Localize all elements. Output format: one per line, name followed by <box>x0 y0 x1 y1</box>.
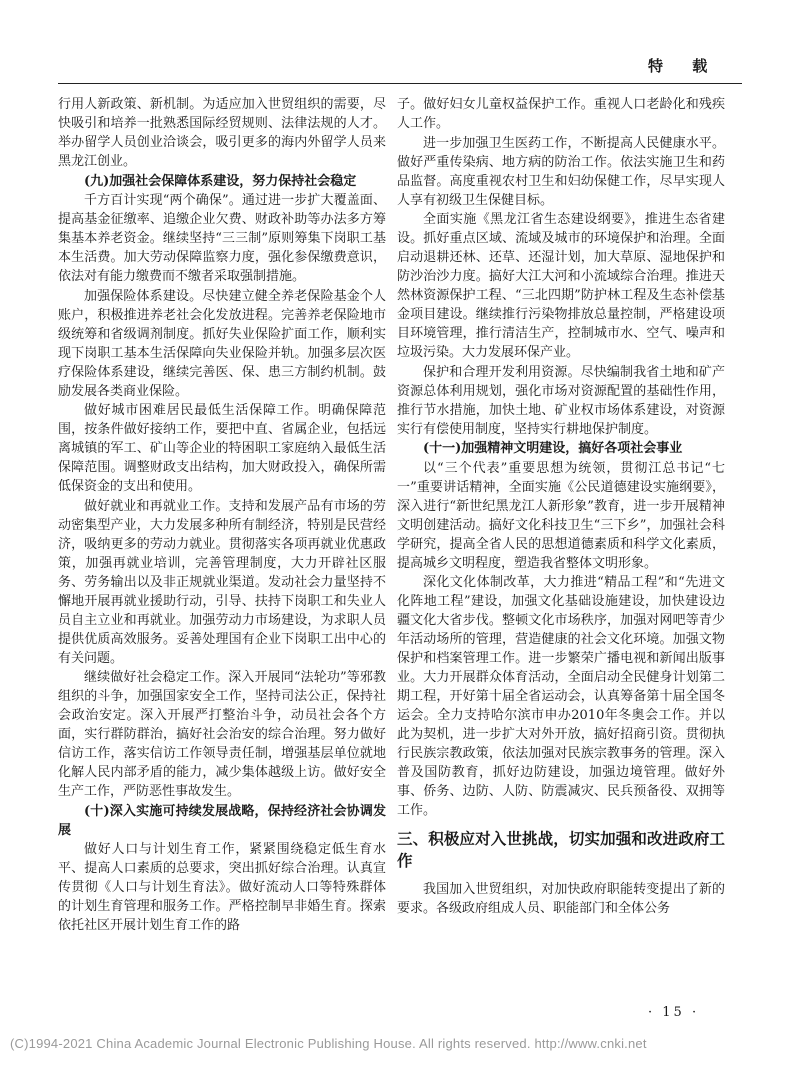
paragraph: 加强保险体系建设。尽快建立健全养老保险基金个人账户，积极推进养老社会化发放进程。完善养老保险地市级统筹和省级调剂制度。抓好失业保险扩面工作，顺利实现下岗职工基本生活保障向失业保险并轨。加强多层次医疗保险体系建设，继续完善医、保、患三方制约机制。鼓励发展各类商业保险。 <box>58 288 386 399</box>
subsection-heading: (九)加强社会保障体系建设，努力保持社会稳定 <box>84 173 357 189</box>
paragraph: 千方百计实现“两个确保”。通过进一步扩大覆盖面、提高基金征缴率、追缴企业欠费、财政补助等办法多方筹集基本养老资金。继续坚持“三三制”原则筹集下岗职工基本生活费。加大劳动保障监察力度，强化参保缴费意识，依法对有能力缴费而不缴者采取强制措施。 <box>58 193 386 284</box>
paragraph: 继续做好社会稳定工作。深入开展同“法轮功”等邪教组织的斗争，加强国家安全工作，坚持司法公正，保持社会政治安定。深入开展严打整治斗争，动员社会各个方面，实行群防群治，搞好社会治安的综合治理。努力做好信访工作，落实信访工作领导责任制，增强基层单位就地化解人民内部矛盾的能力，减少集体越级上访。做好安全生产工作，严防恶性事故发生。 <box>58 670 386 799</box>
paragraph: 深化文化体制改革，大力推进“精品工程”和“先进文化阵地工程”建设，加强文化基础设施建设，加快建设边疆文化大省步伐。整顿文化市场秩序，加强对网吧等青少年活动场所的管理，营造健康的社会文化环境。加强文物保护和档案管理工作。进一步繁荣广播电视和新闻出版事业。大力开展群众体育活动，全面启动全民健身计划第二期工程，开好第十届全省运动会，认真筹备第十届全国冬运会。全力支持哈尔滨市申办2010年冬奥会工作。并以此为契机，进一步扩大对外开放，搞好招商引资。贯彻执行民族宗教政策，依法加强对民族宗教事务的管理。深入普及国防教育，抓好边防建设，加强边境管理。做好外事、侨务、边防、人防、防震减灾、民兵预备役、双拥等工作。 <box>397 575 725 818</box>
page-number: · 15 · <box>648 1005 700 1020</box>
paragraph: 我国加入世贸组织，对加快政府职能转变提出了新的要求。各级政府组成人员、职能部门和全体公务 <box>397 882 725 916</box>
subsection-heading: (十一)加强精神文明建设，搞好各项社会事业 <box>423 441 683 456</box>
paragraph: 以“三个代表”重要思想为统领，贯彻江总书记“七一”重要讲话精神，全面实施《公民道德建设实施纲要》，深入进行“新世纪黑龙江人新形象”教育，进一步开展精神文明创建活动。搞好文化科技卫生“三下乡”，加强社会科学研究，提高全省人民的思想道德素质和科学文化素质，提高城乡文明程度，塑造我省整体文明形象。 <box>397 460 725 571</box>
copyright-footer: (C)1994-2021 China Academic Journal Electronic Publishing House. All rights reserved. http://www.cnki.net <box>10 1036 647 1051</box>
right-column <box>397 95 725 919</box>
subsection-heading: (十)深入实施可持续发展战略，保持经济社会协调发展 <box>58 803 386 838</box>
paragraph: 子。做好妇女儿童权益保护工作。重视人口老龄化和残疾人工作。 <box>397 97 725 131</box>
header-rule <box>58 83 742 84</box>
section-heading: 三、积极应对入世挑战，切实加强和改进政府工作 <box>397 830 725 870</box>
paragraph: 进一步加强卫生医药工作，不断提高人民健康水平。做好严重传染病、地方病的防治工作。依法实施卫生和药品监督。高度重视农村卫生和妇幼保健工作，尽早实现人人享有初级卫生保健目标。 <box>397 135 725 208</box>
paragraph: 做好人口与计划生育工作，紧紧围绕稳定低生育水平、提高人口素质的总要求，突出抓好综合治理。认真宣传贯彻《人口与计划生育法》。做好流动人口等特殊群体的计划生育管理和服务工作。严格控制早非婚生育。探索依托社区开展计划生育工作的路 <box>58 842 386 933</box>
paragraph: 做好就业和再就业工作。支持和发展产品有市场的劳动密集型产业，大力发展多种所有制经济，特别是民营经济，吸纳更多的劳动力就业。贯彻落实各项再就业优惠政策，加强再就业培训，完善管理制度，大力开辟社区服务、劳务输出以及非正规就业渠道。发动社会力量坚持不懈地开展再就业援助行动，引导、扶持下岗职工和失业人员自主立业和再就业。加强劳动力市场建设，为求职人员提供优质高效服务。妥善处理国有企业下岗职工出中心的有关问题。 <box>58 498 386 666</box>
paragraph: 保护和合理开发利用资源。尽快编制我省土地和矿产资源总体利用规划，强化市场对资源配置的基础性作用，推行节水措施，加快土地、矿业权市场体系建设，对资源实行有偿使用制度，坚持实行耕地保护制度。 <box>397 364 725 437</box>
left-column <box>58 95 386 936</box>
paragraph: 做好城市困难居民最低生活保障工作。明确保障范围，按条件做好接纳工作，要把中直、省属企业，包括远离城镇的军工、矿山等企业的特困职工家庭纳入最低生活保障范围。调整财政支出结构，加大财政投入，确保所需低保资金的支出和使用。 <box>58 403 386 494</box>
section-tag: 特 载 <box>648 57 720 75</box>
paragraph: 全面实施《黑龙江省生态建设纲要》，推进生态省建设。抓好重点区域、流域及城市的环境保护和治理。全面启动退耕还林、还草、还湿计划，加大草原、湿地保护和防沙治沙力度。搞好大江大河和小流域综合治理。推进天然林资源保护工程、“三北四期”防护林工程及生态补偿基金项目建设。继续推行污染物排放总量控制，严格建设项目环境管理，推行清洁生产，控制城市水、空气、噪声和垃圾污染。大力发展环保产业。 <box>397 212 725 360</box>
paragraph: 行用人新政策、新机制。为适应加入世贸组织的需要，尽快吸引和培养一批熟悉国际经贸规则、法律法规的人才。举办留学人员创业洽谈会，吸引更多的海内外留学人员来黑龙江创业。 <box>58 97 386 169</box>
